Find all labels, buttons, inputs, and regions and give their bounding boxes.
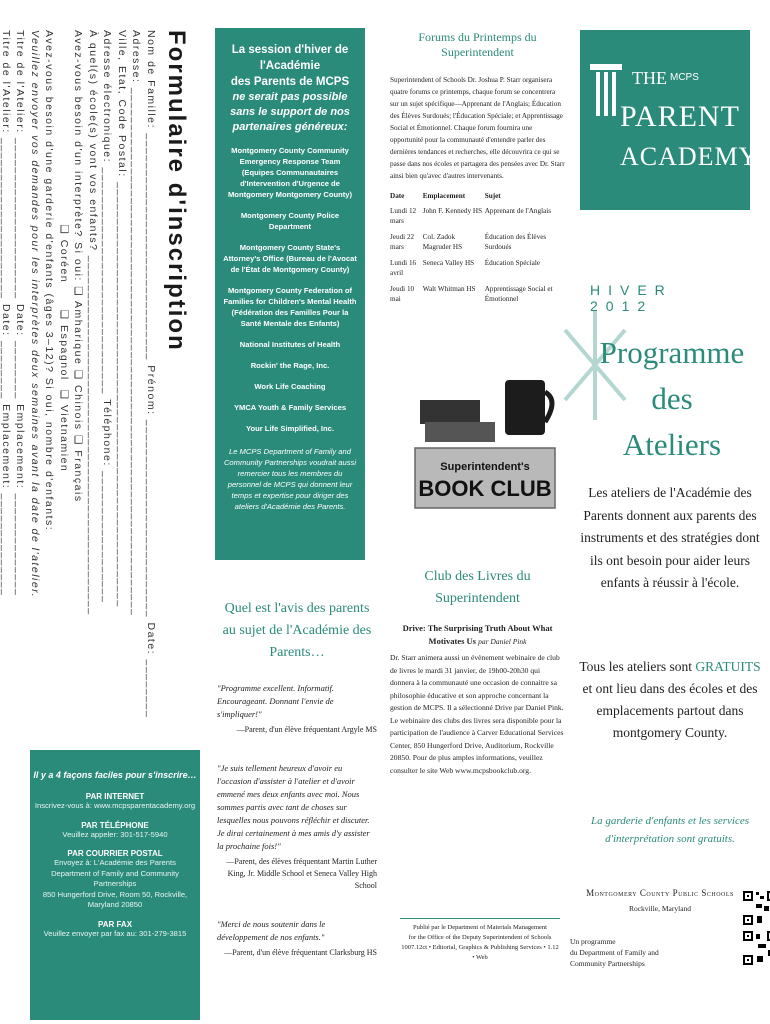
logo-mcps: MCPS xyxy=(670,72,699,83)
fax-line: Veuillez envoyer par fax au: 301-279-3815 xyxy=(43,928,187,938)
internet-heading: PAR INTERNET xyxy=(85,792,145,801)
internet-line: Inscrivez-vous à: www.mcpsparentacademy.org xyxy=(34,801,196,810)
partner-item: National Institutes of Health xyxy=(239,340,341,349)
form-title: Formulaire d'inscription xyxy=(163,30,190,352)
mcps-name: Montgomery County Public Schools xyxy=(586,888,734,898)
partner-item: Rockin' the Rage, Inc. xyxy=(250,361,330,370)
department-credit xyxy=(570,936,690,969)
program-title-line-2: Ateliers xyxy=(622,427,722,462)
fax-heading: PAR FAX xyxy=(97,919,133,929)
cell-topic: Apprenant de l'Anglais xyxy=(484,207,552,215)
cell-topic: Éducation des Élèves Surdoués xyxy=(484,233,547,251)
cell-location: Col. Zadok Magruder HS xyxy=(422,233,463,251)
pub-line-3: 1007.12ct • Editorial, Graphics & Publishing Services • 1.12 • Web xyxy=(401,944,559,961)
how-to-intro: Il y a 4 façons faciles pour s'inscrire… xyxy=(33,770,197,780)
col-date-header: Date xyxy=(390,192,405,200)
cell-location: John F. Kennedy HS xyxy=(422,207,483,215)
mcps-location: Rockville, Maryland xyxy=(628,904,692,913)
phone-heading: PAR TÉLÉPHONE xyxy=(81,820,149,830)
publication-note xyxy=(400,918,560,963)
partner-item: Montgomery County Federation of Families for Children's Mental Health (Fédération des Familles Pour la Santé Mentale des Enfants) xyxy=(223,286,357,328)
book-club-label-bottom: BOOK CLUB xyxy=(418,476,552,501)
cell-date: Lundi 16 avril xyxy=(390,259,417,277)
book-club-title: Club des Livres du Superintendent xyxy=(424,569,531,606)
how-to-register-box xyxy=(30,750,200,1020)
form-row-note: Veuillez envoyer vos demandes pour les interprètes deux semaines avant la date de l'atelier. xyxy=(29,30,41,599)
partners-box xyxy=(215,28,365,560)
logo-the: THE xyxy=(632,68,667,88)
book-title: Drive: The Surprising Truth About What Motivates Us par Daniel Pink xyxy=(402,623,553,646)
form-row-workshop-2: Titre de l'Atelier: ______________________ Date: ________ Emplacement: ______________ xyxy=(0,30,12,597)
book-club-body: Dr. Starr animera aussi un évènement webinaire de club de livres le mardi 31 janvier, de 19h00-20h30 qui donnera à la communauté une occasion de connaitre sa philosophie éducative et son approche concernant la gestion de MCPS. Il a sélectionné Drive par Daniel Pink. Le webinaire des clubs des livres sera disponible pour la participation de l'audience à Carver Educational Services Center, 850 Hungerford Drive, Auditorium, Rockville 20850. Pour de plus amples informations, veuillez consulter le site Web www.mcpsbookclub.org. xyxy=(390,653,564,775)
cover-intro: Les ateliers de l'Académie des Parents donnent aux parents des instruments et des stratégies dont ils ont besoin pour aider leurs enfants à réussir à l'école. xyxy=(580,485,760,590)
cell-topic: Éducation Spéciale xyxy=(484,259,541,267)
cell-location: Seneca Valley HS xyxy=(422,259,475,267)
parent-opinions xyxy=(217,598,377,985)
book-club-label-top: Superintendent's xyxy=(440,461,530,473)
qr-code-icon xyxy=(742,890,770,966)
forums-title: Forums du Printemps du Superintendent xyxy=(418,30,537,59)
dept-line-2: du Department of Family and Community Partnerships xyxy=(570,948,659,968)
childcare-note: La garderie d'enfants et les services d'interprétation sont gratuits. xyxy=(590,815,750,845)
book-author: par Daniel Pink xyxy=(478,637,527,646)
col-location-header: Emplacement xyxy=(422,192,466,200)
form-row-city: Ville, Etat, Code Postal: __________________________________________________________ xyxy=(116,30,128,608)
cell-date: Jeudi 22 mars xyxy=(390,233,415,251)
free-workshops-text xyxy=(575,656,765,744)
forums-panel xyxy=(390,0,770,1024)
partner-item: YMCA Youth & Family Services xyxy=(233,403,347,412)
logo-academy: ACADEMY xyxy=(620,142,759,171)
table-row xyxy=(390,284,565,310)
partners-title-2: des Parents de MCPS xyxy=(230,76,350,88)
partners-title-1: La session d'hiver de l'Académie xyxy=(231,44,349,72)
pub-line-2: for the Office of the Deputy Superintendent of Schools xyxy=(408,934,552,941)
form-row-workshop-1: Titre de l'Atelier: ______________________ Date: ________ Emplacement: ______________ xyxy=(14,30,27,597)
logo-parent: PARENT xyxy=(620,100,740,133)
book-club-section xyxy=(390,566,565,777)
registration-form-panel xyxy=(0,0,200,1024)
partner-item: Montgomery County State's Attorney's Office (Bureau de l'Avocat de l'État de Montgomery County) xyxy=(223,243,357,274)
partner-item: Montgomery County Community Emergency Response Team (Equipes Communautaires d'Intervention d'Urgence de Montgomery Montgomery County) xyxy=(227,146,353,199)
program-title xyxy=(582,330,762,468)
quote-text: "Je suis tellement heureux d'avoir eu l'occasion d'assister à l'atelier et d'avoir emmené mes deux enfants avec moi. Nous sommes partis avec tant de choses sur lesquelles nous pouvons réfléchir et discuter. Je dirai certainement à mes amis d'y assister la prochaine fois!" xyxy=(217,763,370,851)
mcps-logo xyxy=(585,888,735,913)
partners-subtitle: ne serait pas possible sans le support de nos partenaires généreux: xyxy=(230,91,350,133)
partners-panel xyxy=(200,0,390,1024)
cover-panel xyxy=(570,0,770,1024)
forums-schedule-table xyxy=(390,192,565,310)
free-pre: Tous les ateliers sont xyxy=(579,659,693,674)
partner-item: Work Life Coaching xyxy=(254,382,326,391)
parent-academy-logo xyxy=(580,30,759,210)
mug-icon xyxy=(505,380,545,435)
quote-author: —Parent, des élèves fréquentant Martin Luther King, Jr. Middle School et Seneca Valley High School xyxy=(226,857,377,890)
free-post: et ont lieu dans des écoles et des emplacements partout dans montgomery County. xyxy=(582,681,758,740)
dept-line-1: Un programme xyxy=(570,937,616,946)
table-row xyxy=(390,206,565,232)
cell-location: Walt Whitman HS xyxy=(422,285,476,293)
book-icon xyxy=(420,400,480,424)
table-row xyxy=(390,258,565,284)
season-label: HIVER 2012 xyxy=(590,282,673,314)
forums-body: Superintendent of Schools Dr. Joshua P. Starr organisera quatre forums ce printemps, chaque forum se concentrera sur un sujet spécifique—Apprenant de l'Anglais; Éducation des Élèves Surdoués; l'Éducation Spéciale; et Apprentissage Social et Émotionnel. Chaque forum fournira une opportunité pour la communauté d'entendre parler des dernières tendances et recherches, elle découvrira ce qui se passe dans nos écoles et partagera des pensées avec Dr. Starr ainsi bien qu'avec d'autres intervenants. xyxy=(390,76,565,180)
cell-date: Jeudi 10 mai xyxy=(390,285,415,303)
form-row-name: Nom de Famille: _______________________________ Prénom: ___________________________ Date: ________ xyxy=(145,30,157,719)
quote-text: "Programme excellent. Informatif. Encourageant. Donnant l'envie de s'impliquer!" xyxy=(217,683,335,719)
mail-line-1: Envoyez à: L'Académie des Parents xyxy=(54,858,176,867)
book-club-illustration xyxy=(410,370,560,540)
form-row-email: Adresse électronique: _______________________________ Téléphone: __________________ xyxy=(101,30,114,604)
partner-item: Montgomery County Police Department xyxy=(240,211,340,231)
mail-line-3: 850 Hungerford Drive, Room 50, Rockville, Maryland 20850 xyxy=(42,889,188,909)
form-row-address: Adresse: ________________________________________________________________________ xyxy=(130,30,143,617)
forums-section xyxy=(390,30,565,310)
quote-author: —Parent, d'un élève fréquentant Clarksburg HS xyxy=(224,948,377,957)
quote-author: —Parent, d'un élève fréquentant Argyle MS xyxy=(236,725,377,734)
opinions-title: Quel est l'avis des parents au sujet de l'Académie des Parents… xyxy=(222,601,372,660)
partner-item: Your Life Simplified, Inc. xyxy=(245,424,335,433)
phone-line: Veuillez appeler: 301-517-5940 xyxy=(62,829,168,839)
form-row-childcare: Avez-vous besoin d'une garderie d'enfants (âges 3–12)? Si oui, nombre d'enfants: xyxy=(43,30,56,532)
col-topic-header: Sujet xyxy=(484,192,501,200)
free-word: GRATUITS xyxy=(695,659,761,674)
pub-line-1: Publié par le Department of Materials Management xyxy=(413,924,547,931)
table-row xyxy=(390,232,565,258)
partners-note: Le MCPS Department of Family and Community Partnerships voudrait aussi remercier tous les membres du personnel de MCPS qui donnent leur temps et expertise pour diriger des ateliers d'Académie des Parents. xyxy=(223,447,357,511)
form-row-interpreter-2: ❑ Coréen ❑ Espagnol ❑ Vietnamien xyxy=(58,30,70,473)
cell-topic: Apprentissage Social et Émotionnel xyxy=(484,285,553,303)
program-title-line-1: Programme des xyxy=(599,335,745,416)
mail-line-2: Department of Family and Community Partnerships xyxy=(51,868,179,888)
registration-form xyxy=(0,30,190,730)
cell-date: Lundi 12 mars xyxy=(390,207,417,225)
table-header-row xyxy=(390,192,565,206)
quote-text: "Merci de nous soutenir dans le développement de nos enfants." xyxy=(217,919,326,942)
form-row-schools: À quel(s) école(s) vont vos enfants? _________________________________________________ xyxy=(87,30,99,616)
mail-heading: PAR COURRIER POSTAL xyxy=(67,849,163,858)
form-row-interpreter: Avez-vous besoin d'un interprète? Si oui: ❑ Amharique ❑ Chinois ❑ Français xyxy=(72,30,85,503)
